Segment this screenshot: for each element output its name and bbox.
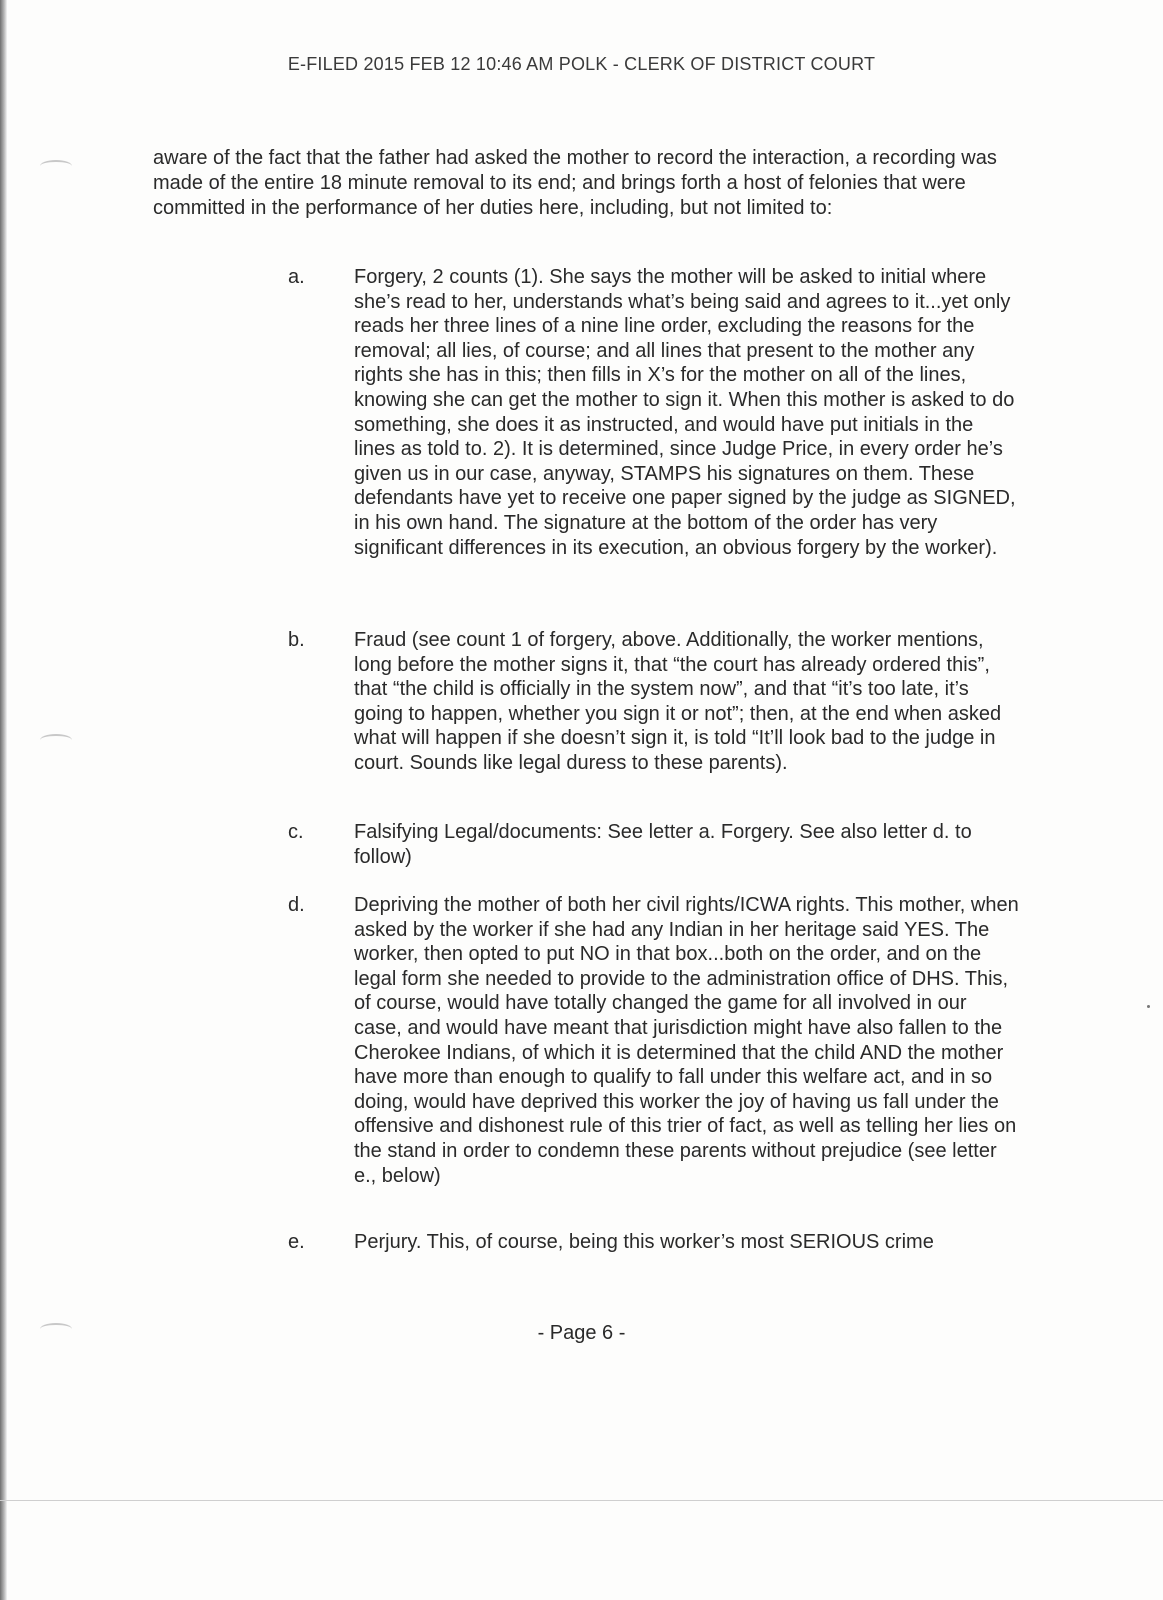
list-item-letter: b.: [288, 629, 305, 651]
list-item-text: Forgery, 2 counts (1). She says the mother will be asked to initial where she’s read to her, understands what’s being said and agrees to it...yet only reads her three lines of a nine line order, excluding the reasons for the removal; all lies, of course; and all lines that present to the mother any rights she has in this; then fills in X’s for the mother on all of the lines, knowing she can get the mother to sign it. When this mother is asked to do something, she does it as instructed, and would have put initials in the lines as told to. 2). It is determined, since Judge Price, in every order he’s given us in our case, anyway, STAMPS his signatures on them. These defendants have yet to receive one paper signed by the judge as SIGNED, in his own hand. The signature at the bottom of the order has very significant differences in its execution, an obvious forgery by the worker).: [354, 266, 1016, 559]
punch-hole-mark: [40, 160, 72, 172]
punch-hole-mark: [40, 734, 72, 746]
list-item-letter: e.: [288, 1231, 305, 1253]
punch-hole-mark: [40, 1323, 72, 1335]
list-item-b: [288, 628, 1033, 776]
list-item-text: Perjury. This, of course, being this worker’s most SERIOUS crime: [354, 1231, 934, 1253]
list-item-letter: a.: [288, 266, 305, 288]
scan-edge-shadow: [0, 0, 7, 1600]
list-item-letter: d.: [288, 894, 305, 916]
list-item-text: Depriving the mother of both her civil rights/ICWA rights. This mother, when asked by the worker if she had any Indian in her heritage said YES. The worker, then opted to put NO in that box...both on the order, and on the legal form she needed to provide to the administration office of DHS. This, of course, would have totally changed the game for all involved in our case, and would have meant that jurisdiction might have also fallen to the Cherokee Indians, of which it is determined that the child AND the mother have more than enough to qualify to fall under this welfare act, and in so doing, would have deprived this worker the joy of having us fall under the offensive and dishonest rule of this trier of fact, as well as telling her lies on the stand in order to condemn these parents without prejudice (see letter e., below): [354, 894, 1019, 1187]
list-item-c: [288, 820, 1033, 869]
list-item-letter: c.: [288, 821, 304, 843]
list-item-text: Fraud (see count 1 of forgery, above. Additionally, the worker mentions, long before the mother signs it, that “the court has already ordered this”, that “the child is officially in the system now”, and that “it’s too late, it’s going to happen, whether you sign it or not”; then, at the end when asked what will happen if she doesn’t sign it, is told “It’ll look bad to the judge in court. Sounds like legal duress to these parents).: [354, 629, 1002, 774]
intro-paragraph: aware of the fact that the father had asked the mother to record the interaction, a recording was made of the entire 18 minute removal to its end; and brings forth a host of felonies that were committed in the performance of her duties here, including, but not limited to:: [153, 147, 997, 219]
list-item-a: [288, 265, 1033, 560]
list-item-e: [288, 1230, 1033, 1255]
filing-stamp-header: E-FILED 2015 FEB 12 10:46 AM POLK - CLERK OF DISTRICT COURT: [287, 54, 876, 74]
scan-speck: [1147, 1005, 1150, 1008]
list-item-d: [288, 893, 1033, 1188]
page-number: - Page 6 -: [537, 1322, 626, 1344]
scan-artifact-line: [0, 1500, 1163, 1501]
list-item-text: Falsifying Legal/documents: See letter a. Forgery. See also letter d. to follow): [354, 821, 972, 868]
